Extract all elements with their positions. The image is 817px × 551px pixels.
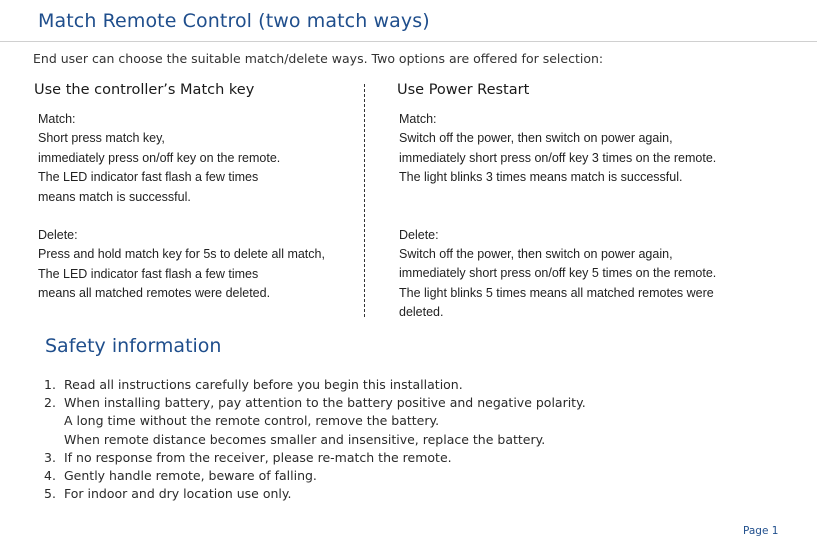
instruction-line: Switch off the power, then switch on power again, xyxy=(399,247,673,262)
item-number: 2. xyxy=(44,395,56,411)
instruction-line: immediately press on/off key on the remote. xyxy=(38,150,281,165)
item-text: Read all instructions carefully before you begin this installation. xyxy=(64,377,463,392)
safety-item xyxy=(44,467,586,485)
match-key-column xyxy=(38,110,358,304)
instruction-line: Switch off the power, then switch on power again, xyxy=(399,131,673,146)
instruction-line: Short press match key, xyxy=(38,131,165,146)
instruction-line: means match is successful. xyxy=(38,189,191,204)
safety-item xyxy=(44,376,586,394)
item-text: When installing battery, pay attention to the battery positive and negative polarity. xyxy=(64,395,586,411)
title-divider xyxy=(0,41,817,42)
match-key-match-block xyxy=(38,110,358,207)
item-number: 3. xyxy=(44,449,56,465)
item-number: 4. xyxy=(44,468,56,484)
power-restart-delete-block xyxy=(399,226,799,323)
page-title: Match Remote Control (two match ways) xyxy=(38,10,430,32)
match-label: Match: xyxy=(399,112,437,126)
instruction-line: deleted. xyxy=(399,305,444,320)
instruction-line: immediately short press on/off key 5 times on the remote. xyxy=(399,266,717,281)
safety-item xyxy=(44,394,586,449)
delete-label: Delete: xyxy=(399,227,439,242)
instruction-line: immediately short press on/off key 3 times on the remote. xyxy=(399,150,717,165)
match-key-heading: Use the controller’s Match key xyxy=(34,82,255,98)
instruction-line: The LED indicator fast flash a few times xyxy=(38,266,259,281)
item-text: Gently handle remote, beware of falling. xyxy=(64,468,317,484)
item-text: For indoor and dry location use only. xyxy=(64,486,292,502)
item-number: 1. xyxy=(44,377,56,392)
safety-item xyxy=(44,485,586,503)
instruction-line: The light blinks 5 times means all matched remotes were xyxy=(399,285,714,300)
item-text: If no response from the receiver, please re-match the remote. xyxy=(64,449,452,465)
page-number: Page 1 xyxy=(743,525,779,537)
delete-label: Delete: xyxy=(38,228,78,243)
intro-text: End user can choose the suitable match/delete ways. Two options are offered for selection: xyxy=(33,51,604,66)
safety-item xyxy=(44,449,586,467)
instruction-line: The LED indicator fast flash a few times xyxy=(38,170,259,185)
item-text: A long time without the remote control, remove the battery. xyxy=(64,413,440,429)
safety-title: Safety information xyxy=(45,335,222,357)
instruction-line: means all matched remotes were deleted. xyxy=(38,286,271,301)
power-restart-column xyxy=(399,110,799,323)
power-restart-heading: Use Power Restart xyxy=(397,82,530,98)
instruction-line: The light blinks 3 times means match is successful. xyxy=(399,170,683,185)
item-text: When remote distance becomes smaller and insensitive, replace the battery. xyxy=(64,431,546,447)
column-divider xyxy=(364,84,365,317)
safety-list xyxy=(44,376,586,503)
instruction-line: Press and hold match key for 5s to delete all match, xyxy=(38,247,325,262)
item-number: 5. xyxy=(44,486,56,502)
match-key-delete-block xyxy=(38,226,358,304)
power-restart-match-block xyxy=(399,110,799,188)
match-label: Match: xyxy=(38,112,76,126)
